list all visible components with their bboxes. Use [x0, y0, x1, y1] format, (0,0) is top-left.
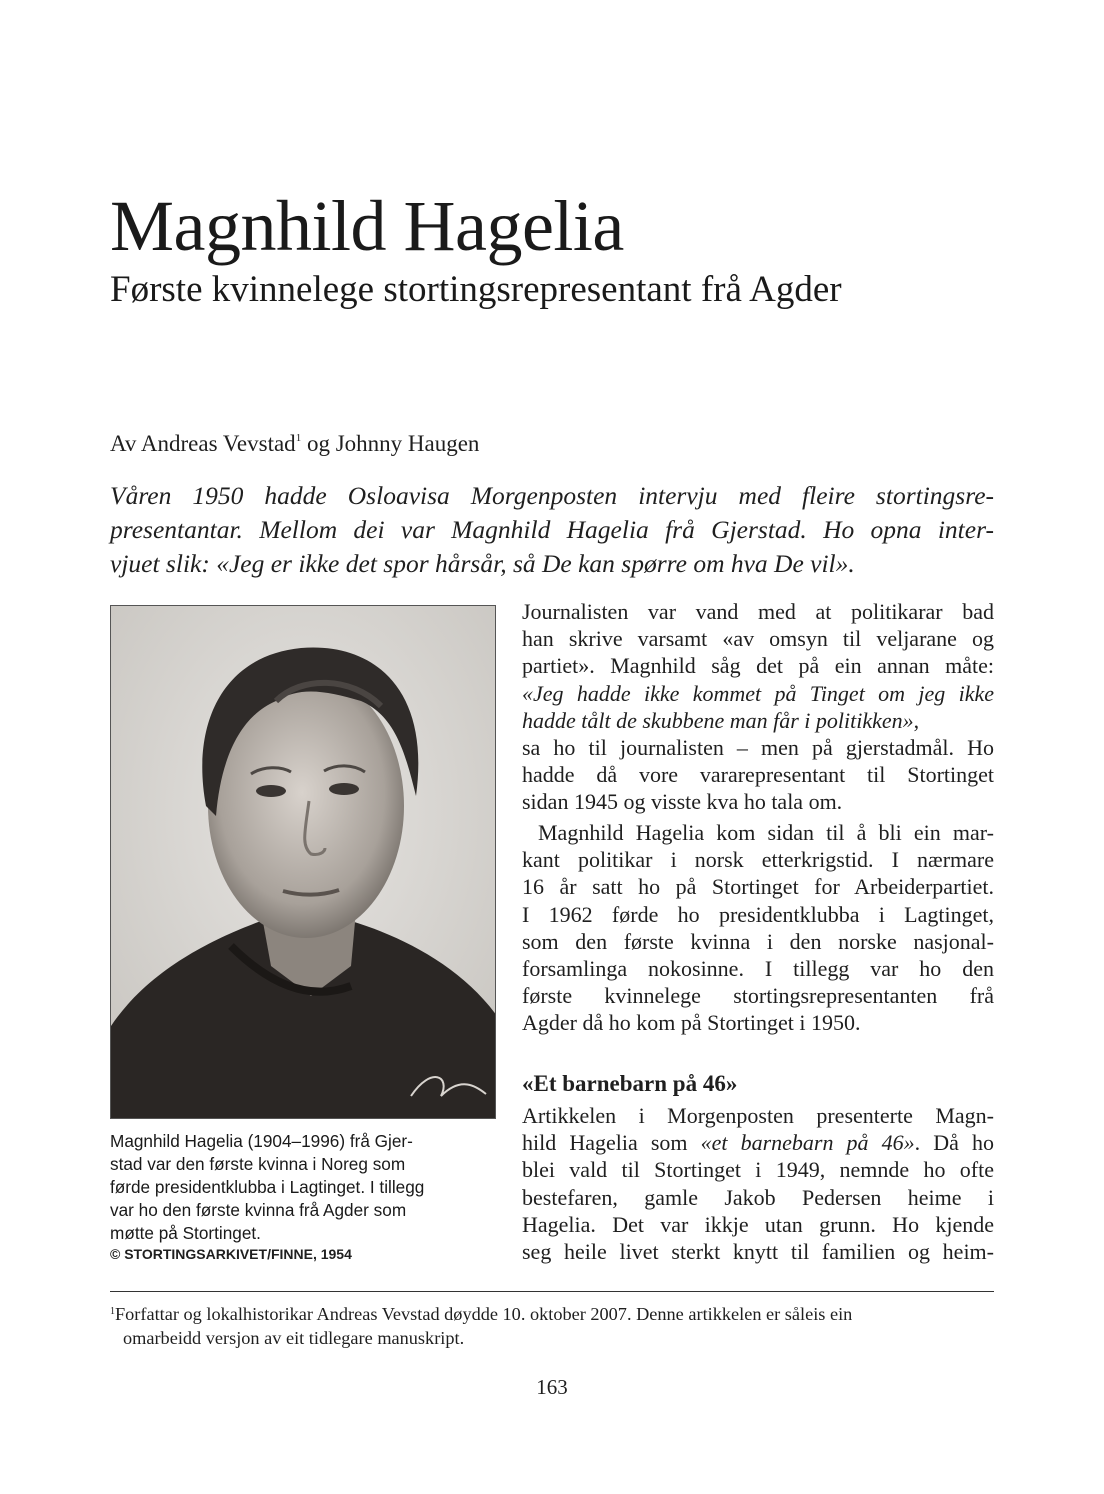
quote-comma: ,: [913, 707, 920, 733]
body-line: [522, 1129, 994, 1156]
body-line: sa ho til journalisten – men på gjerstadmål. Ho: [522, 735, 994, 761]
body-line-quote: «Jeg hadde ikke kommet på Tinget om jeg ikke: [522, 680, 994, 706]
section-heading: «Et barnebarn på 46»: [522, 1071, 738, 1096]
lead-line: vjuet slik: «Jeg er ikke det spor hårsår, så De kan spørre om hva De vil».: [110, 549, 855, 578]
quote-text: «et barnebarn på 46»: [700, 1130, 915, 1156]
footnote-mark[interactable]: 1: [295, 432, 302, 444]
byline-author-1: Av Andreas Vevstad: [110, 431, 296, 456]
body-line: hadde då vore vararepresentant til Stortinget: [522, 762, 994, 788]
article-subtitle: Første kvinnelege stortingsrepresentant frå Agder: [110, 269, 842, 310]
byline: [110, 428, 1010, 460]
photo-credit: © STORTINGSARKIVET/FINNE, 1954: [110, 1246, 352, 1262]
body-line: 16 år satt ho på Stortinget for Arbeiderpartiet.: [522, 874, 994, 900]
caption-line: var ho den første kvinna frå Agder som: [110, 1200, 407, 1220]
quote-text: hadde tålt de skubbene man får i politikken»: [522, 707, 914, 733]
caption-line: førde presidentklubba i Lagtinget. I tillegg: [110, 1177, 425, 1197]
article-title: Magnhild Hagelia: [110, 186, 624, 266]
page-number: 163: [536, 1375, 568, 1399]
body-line: han skrive varsamt «av omsyn til veljarane og: [522, 626, 994, 652]
body-line: [522, 707, 994, 734]
footnote-divider: [110, 1291, 994, 1292]
byline-author-2: og Johnny Haugen: [301, 431, 480, 456]
body-line: blei vald til Stortinget i 1949, nemnde ho ofte: [522, 1157, 994, 1183]
caption-line: stad var den første kvinna i Noreg som: [110, 1154, 406, 1174]
body-paragraph-3: [522, 1102, 994, 1265]
body-line: I 1962 førde ho presidentklubba i Lagtinget,: [522, 901, 994, 927]
body-line: som den første kvinna i den norske nasjonal-: [522, 928, 994, 954]
caption-line: Magnhild Hagelia (1904–1996) frå Gjer-: [110, 1131, 413, 1151]
body-line: bestefaren, gamle Jakob Pedersen heime i: [522, 1184, 994, 1210]
photo-caption: [110, 1130, 498, 1245]
body-paragraph-1: [522, 598, 994, 816]
body-line: Hagelia. Det var ikkje utan grunn. Ho kjende: [522, 1211, 994, 1237]
body-line: kant politikar i norsk etterkrigstid. I nærmare: [522, 847, 994, 873]
footnote-number: 1: [110, 1306, 115, 1317]
footnote-line: [110, 1302, 994, 1326]
body-paragraph-2: [522, 819, 994, 1037]
body-text: . Då ho: [914, 1130, 994, 1156]
lead-line: Våren 1950 hadde Osloavisa Morgenposten intervju med fleire stortingsre-: [110, 481, 994, 510]
body-line: seg heile livet sterkt knytt til familien og heim-: [522, 1239, 994, 1265]
portrait-photo: [110, 605, 496, 1119]
footnote-text: Forfattar og lokalhistorikar Andreas Vevstad døydde 10. oktober 2007. Denne artikkelen er såleis ein: [115, 1304, 853, 1324]
body-line: Agder då ho kom på Stortinget i 1950.: [522, 1010, 861, 1036]
body-line: Magnhild Hagelia kom sidan til å bli ein mar-: [538, 820, 994, 845]
body-line: sidan 1945 og visste kva ho tala om.: [522, 789, 843, 815]
body-text: hild Hagelia som: [522, 1130, 701, 1156]
body-line: forsamlinga nokosinne. I tillegg var ho den: [522, 956, 994, 982]
portrait-illustration: [111, 606, 496, 1119]
body-line: første kvinnelege stortingsrepresentanten frå: [522, 983, 994, 1009]
caption-line: møtte på Stortinget.: [110, 1223, 261, 1243]
footnote: [110, 1302, 994, 1350]
lead-line: presentantar. Mellom dei var Magnhild Hagelia frå Gjerstad. Ho opna inter-: [110, 515, 994, 544]
body-line: partiet». Magnhild såg det på ein annan måte:: [522, 653, 994, 679]
footnote-line: omarbeidd versjon av eit tidlegare manuskript.: [123, 1328, 465, 1348]
lead-paragraph: [110, 479, 994, 581]
body-line: Journalisten var vand med at politikarar bad: [522, 599, 994, 624]
body-line: Artikkelen i Morgenposten presenterte Magn-: [522, 1103, 994, 1128]
